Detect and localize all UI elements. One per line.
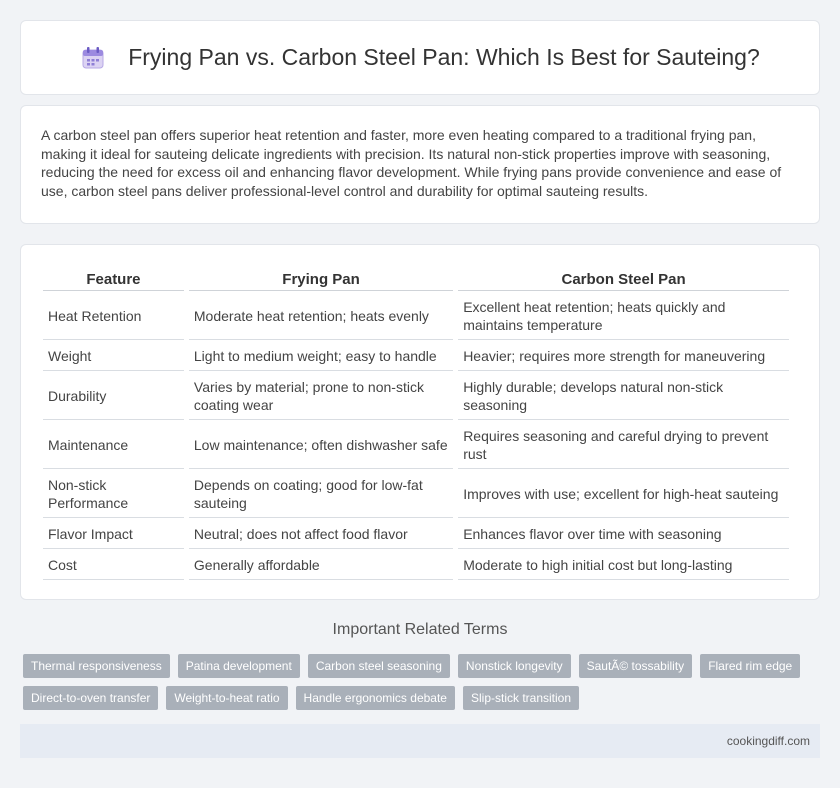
footer [20,724,820,758]
summary-card [20,105,820,224]
term-tag[interactable]: Patina development [178,654,300,678]
table-cell-carbon-steel: Heavier; requires more strength for maneuvering [458,340,789,371]
table-cell-feature: Heat Retention [43,291,184,340]
table-cell-feature: Flavor Impact [43,518,184,549]
table-cell-frying-pan: Depends on coating; good for low-fat sauteing [189,469,453,518]
term-tag[interactable]: Weight-to-heat ratio [166,686,287,710]
table-row [43,518,789,549]
table-cell-frying-pan: Neutral; does not affect food flavor [189,518,453,549]
table-row [43,469,789,518]
table-cell-frying-pan: Light to medium weight; easy to handle [189,340,453,371]
table-cell-carbon-steel: Highly durable; develops natural non-stick seasoning [458,371,789,420]
page-title: Frying Pan vs. Carbon Steel Pan: Which Is Best for Sauteing? [128,44,760,70]
table-cell-frying-pan: Moderate heat retention; heats evenly [189,291,453,340]
comparison-table-card [20,244,820,600]
table-cell-carbon-steel: Requires seasoning and careful drying to prevent rust [458,420,789,469]
term-tag[interactable]: Direct-to-oven transfer [23,686,158,710]
term-tag[interactable]: Carbon steel seasoning [308,654,450,678]
table-cell-frying-pan: Varies by material; prone to non-stick coating wear [189,371,453,420]
column-header-frying-pan: Frying Pan [189,265,453,291]
table-row [43,420,789,469]
table-row [43,291,789,340]
calendar-icon [80,45,106,71]
term-tag[interactable]: Handle ergonomics debate [296,686,455,710]
table-row [43,549,789,580]
table-cell-carbon-steel: Enhances flavor over time with seasoning [458,518,789,549]
table-cell-feature: Maintenance [43,420,184,469]
table-cell-carbon-steel: Improves with use; excellent for high-heat sauteing [458,469,789,518]
table-cell-carbon-steel: Excellent heat retention; heats quickly and maintains temperature [458,291,789,340]
column-header-feature: Feature [43,265,184,291]
table-cell-frying-pan: Low maintenance; often dishwasher safe [189,420,453,469]
column-header-carbon-steel-pan: Carbon Steel Pan [458,265,789,291]
term-tag[interactable]: Slip-stick transition [463,686,579,710]
related-terms-list [23,654,823,710]
header-card [20,20,820,95]
table-header-row [43,265,789,291]
term-tag[interactable]: Flared rim edge [700,654,800,678]
table-cell-frying-pan: Generally affordable [189,549,453,580]
table-row [43,340,789,371]
term-tag[interactable]: SautÃ© tossability [579,654,693,678]
term-tag[interactable]: Thermal responsiveness [23,654,170,678]
table-row [43,371,789,420]
summary-text: A carbon steel pan offers superior heat retention and faster, more even heating compared to a traditional frying pan, making it ideal for sauteing delicate ingredients with precision. Its natural non-stick properties improve with seasoning, reducing the need for excess oil and enhancing flavor development. While frying pans provide convenience and ease of use, carbon steel pans deliver professional-level control and durability for optimal sauteing results. [41,127,782,199]
title-wrap [80,44,760,71]
term-tag[interactable]: Nonstick longevity [458,654,571,678]
table-cell-feature: Weight [43,340,184,371]
table-cell-feature: Durability [43,371,184,420]
related-terms-title: Important Related Terms [332,621,508,638]
table-cell-feature: Non-stick Performance [43,469,184,518]
table-cell-feature: Cost [43,549,184,580]
table-cell-carbon-steel: Moderate to high initial cost but long-lasting [458,549,789,580]
footer-site-link[interactable]: cookingdiff.com [726,734,810,748]
comparison-table [38,265,794,580]
